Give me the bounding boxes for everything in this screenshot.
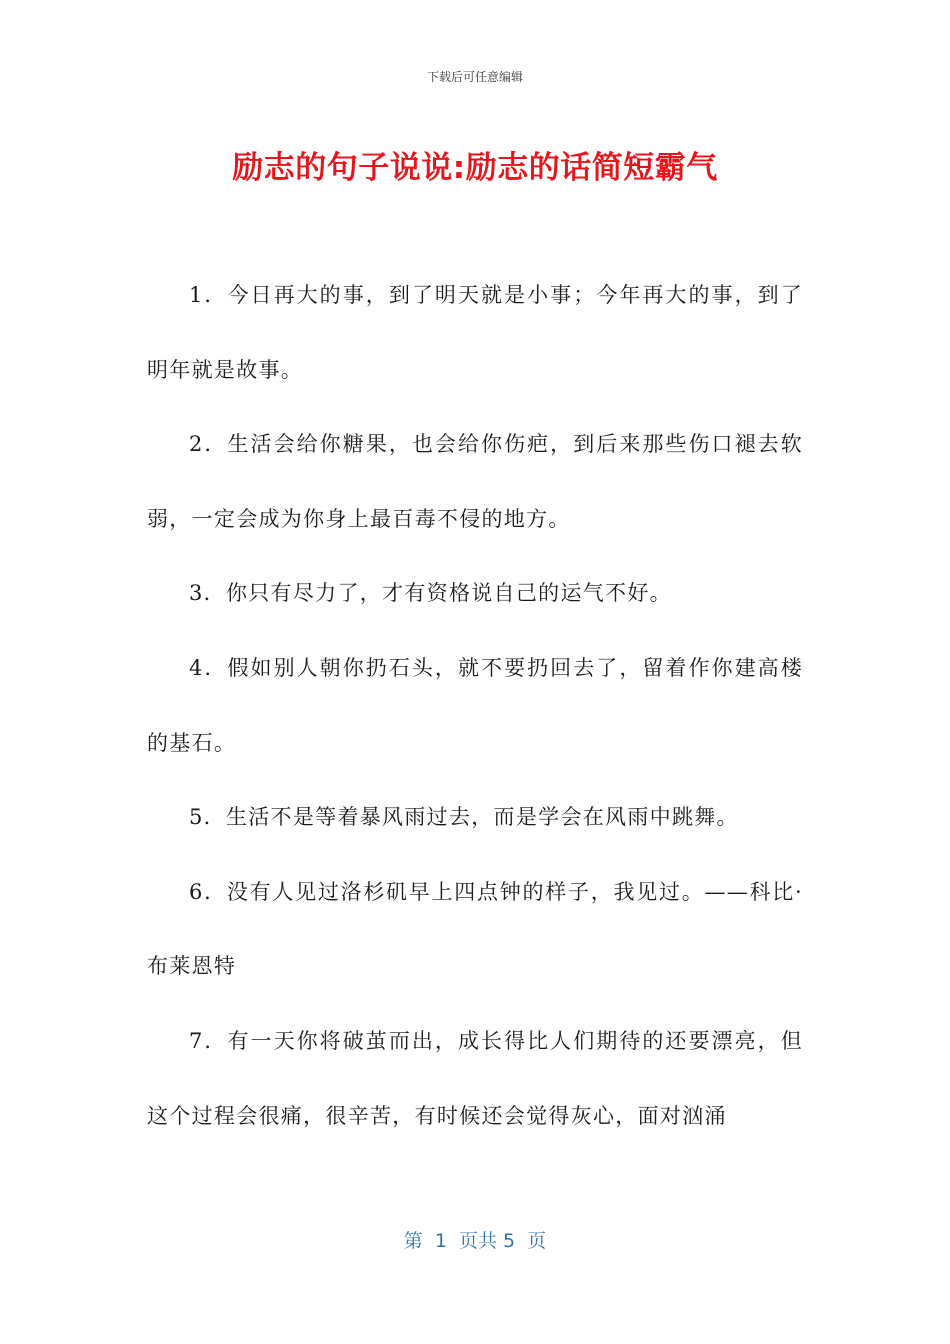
document-title: 励志的句子说说:励志的话简短霸气 bbox=[232, 150, 718, 186]
page-number-footer: 第 1 页共 5 页 bbox=[403, 1230, 547, 1252]
paragraph-7: 7．有一天你将破茧而出，成长得比人们期待的还要漂亮，但这个过程会很痛，很辛苦，有时候还会觉得灰心，面对汹涌 bbox=[147, 1028, 803, 1128]
paragraph-2: 2．生活会给你糖果，也会给你伤疤，到后来那些伤口褪去软弱，一定会成为你身上最百毒不侵的地方。 bbox=[147, 432, 803, 531]
paragraph-1: 1．今日再大的事，到了明天就是小事；今年再大的事，到了明年就是故事。 bbox=[147, 283, 803, 382]
paragraph-6: 6．没有人见过洛杉矶早上四点钟的样子，我见过。——科比·布莱恩特 bbox=[147, 879, 803, 979]
document-body bbox=[147, 258, 803, 1153]
paragraph-4: 4．假如别人朝你扔石头，就不要扔回去了，留着作你建高楼的基石。 bbox=[147, 655, 803, 755]
paragraph-5: 5．生活不是等着暴风雨过去，而是学会在风雨中跳舞。 bbox=[189, 805, 739, 830]
page-header-note: 下载后可任意编辑 bbox=[426, 70, 523, 84]
paragraph-3: 3．你只有尽力了，才有资格说自己的运气不好。 bbox=[189, 581, 672, 606]
